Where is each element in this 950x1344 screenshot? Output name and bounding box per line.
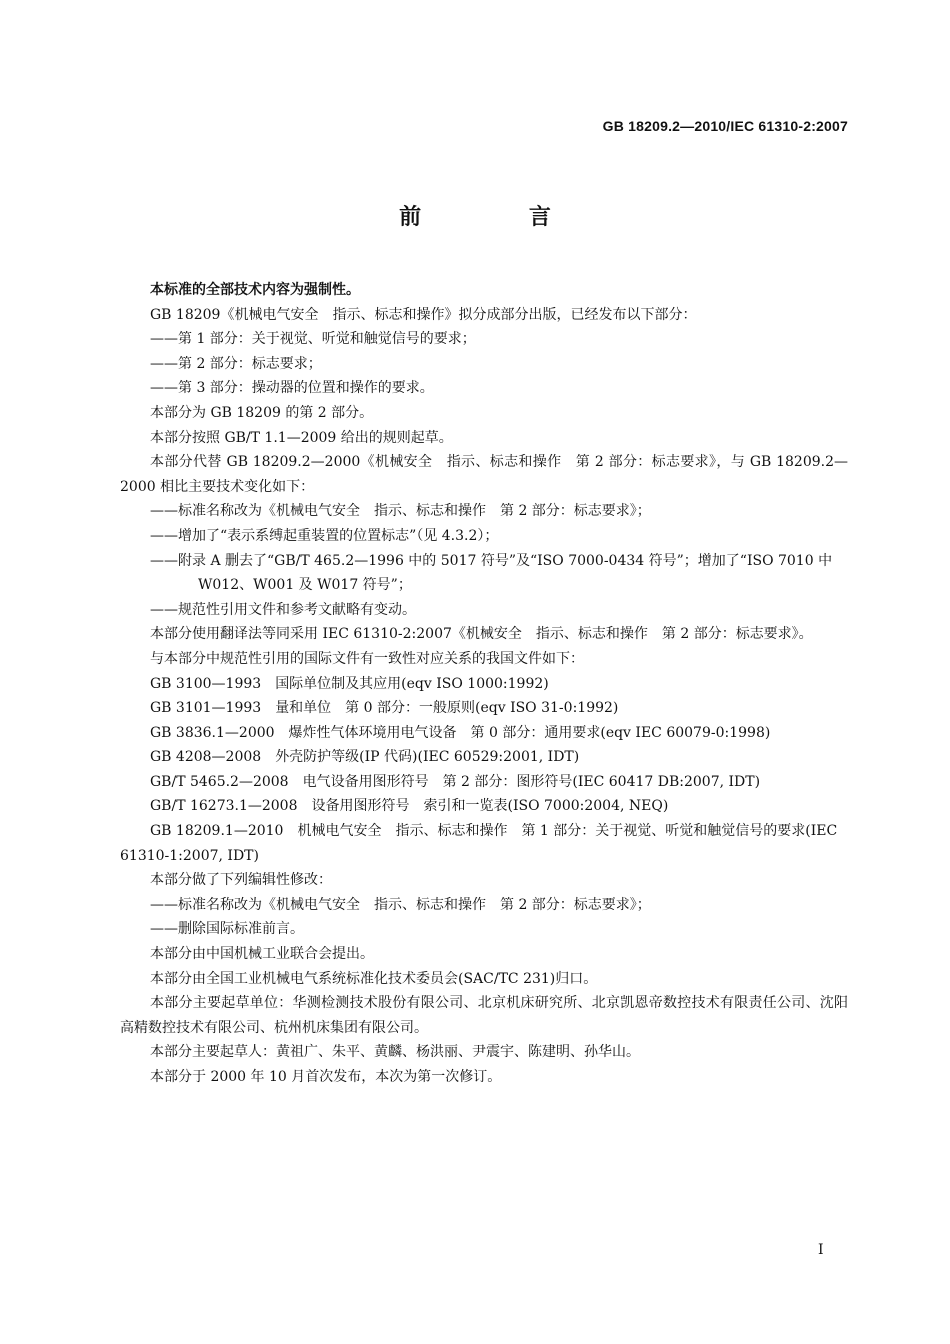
reference-title: 国际单位制及其应用(eqv ISO 1000:1992): [275, 675, 549, 692]
paragraph-editorial-changes: 本部分做了下列编辑性修改：: [150, 872, 332, 889]
paragraph-translation: 本部分使用翻译法等同采用 IEC 61310-2:2007《机械安全 指示、标志和操作 第 2 部分：标志要求》。: [150, 626, 813, 643]
paragraph-drafters: 本部分主要起草人：黄祖广、朱平、黄麟、杨洪丽、尹震宇、陈建明、孙华山。: [150, 1044, 640, 1061]
page-number: I: [818, 1242, 824, 1258]
list-item: ——第 1 部分：关于视觉、听觉和触觉信号的要求；: [150, 331, 476, 348]
list-item: ——删除国际标准前言。: [150, 921, 304, 938]
reference-title: 机械电气安全 指示、标志和操作 第 1 部分：关于视觉、听觉和触觉信号的要求(IEC 61310-1:2007, IDT): [120, 823, 838, 864]
reference-code: GB 3100—1993: [150, 675, 262, 692]
paragraph-proposed-by: 本部分由中国机械工业联合会提出。: [150, 946, 374, 963]
reference-code: GB 3101—1993: [150, 700, 262, 717]
foreword-body: [120, 278, 848, 1090]
reference-code: GB 4208—2008: [150, 749, 262, 766]
list-item: ——第 3 部分：操动器的位置和操作的要求。: [150, 380, 434, 397]
page-title: 前 言: [399, 205, 601, 230]
reference-code: GB/T 5465.2—2008: [150, 773, 289, 790]
reference-code: GB 3836.1—2000: [150, 724, 275, 741]
reference-title: 电气设备用图形符号 第 2 部分：图形符号(IEC 60417 DB:2007, IDT): [302, 773, 761, 790]
reference-item: [120, 794, 848, 819]
paragraph-drafting-units: 本部分主要起草单位：华测检测技术股份有限公司、北京机床研究所、北京凯恩帝数控技术有限责任公司、沈阳高精数控技术有限公司、杭州机床集团有限公司。: [120, 995, 848, 1036]
reference-code: GB/T 16273.1—2008: [150, 798, 298, 815]
reference-item: [120, 770, 848, 795]
standard-code-header: GB 18209.2—2010/IEC 61310-2:2007: [602, 118, 848, 134]
reference-code: GB 18209.1—2010: [150, 823, 284, 840]
paragraph-release-history: 本部分于 2000 年 10 月首次发布，本次为第一次修订。: [150, 1069, 502, 1085]
reference-title: 爆炸性气体环境用电气设备 第 0 部分：通用要求(eqv IEC 60079-0:1998): [288, 724, 771, 741]
reference-title: 量和单位 第 0 部分：一般原则(eqv ISO 31-0:1992): [275, 700, 619, 717]
paragraph-under-jurisdiction: 本部分由全国工业机械电气系统标准化技术委员会(SAC/TC 231)归口。: [150, 970, 598, 987]
paragraph-parts-intro: GB 18209《机械电气安全 指示、标志和操作》拟分成部分出版，已经发布以下部分：: [150, 306, 697, 323]
reference-title: 外壳防护等级(IP 代码)(IEC 60529:2001, IDT): [275, 749, 580, 766]
reference-title: 设备用图形符号 索引和一览表(ISO 7000:2004, NEQ): [311, 798, 669, 815]
paragraph-references-intro: 与本部分中规范性引用的国际文件有一致性对应关系的我国文件如下：: [150, 650, 584, 667]
reference-item: [120, 672, 848, 697]
paragraph-mandatory: 本标准的全部技术内容为强制性。: [150, 282, 360, 298]
list-item: ——增加了“表示系缚起重装置的位置标志”（见 4.3.2）；: [150, 527, 499, 544]
paragraph-drafting-rules: 本部分按照 GB/T 1.1—2009 给出的规则起草。: [150, 429, 453, 446]
list-item: ——附录 A 删去了“GB/T 465.2—1996 中的 5017 符号”及“ISO 7000-0434 符号”；增加了“ISO 7010 中 W012、W001 及 W017 符号”；: [150, 552, 833, 594]
list-item: ——标准名称改为《机械电气安全 指示、标志和操作 第 2 部分：标志要求》；: [150, 896, 651, 913]
list-item: ——第 2 部分：标志要求；: [150, 355, 322, 372]
list-item: ——标准名称改为《机械电气安全 指示、标志和操作 第 2 部分：标志要求》；: [150, 503, 651, 520]
reference-item: [120, 819, 848, 868]
paragraph-replaces: 本部分代替 GB 18209.2—2000《机械安全 指示、标志和操作 第 2 部分：标志要求》，与 GB 18209.2—2000 相比主要技术变化如下：: [120, 454, 848, 495]
paragraph-part-of: 本部分为 GB 18209 的第 2 部分。: [150, 404, 374, 421]
list-item: ——规范性引用文件和参考文献略有变动。: [150, 601, 416, 618]
reference-item: [120, 721, 848, 746]
reference-item: [120, 745, 848, 770]
reference-item: [120, 696, 848, 721]
